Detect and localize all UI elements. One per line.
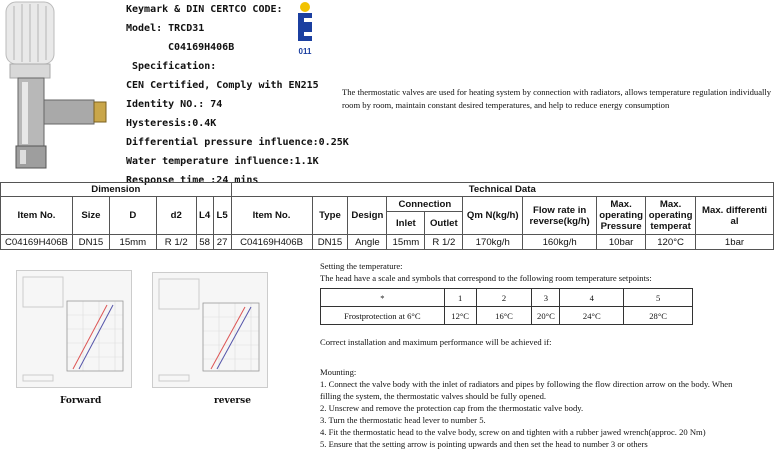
mounting-step: 3. Turn the thermostatic head lever to number 5. xyxy=(320,415,486,425)
header-d2: d2 xyxy=(156,197,196,235)
mounting-step: 4. Fit the thermostatic head to the valve body, screw on and tighten with a rubber jawed wrench(approc. 20 Nm) xyxy=(320,427,706,437)
cell-design: Angle xyxy=(348,235,387,250)
setpoint-value: 28°C xyxy=(624,307,693,325)
header-type: Type xyxy=(312,197,348,235)
header-qm: Qm N(kg/h) xyxy=(463,197,523,235)
cell-outlet: R 1/2 xyxy=(425,235,463,250)
setpoint-value: 16°C xyxy=(476,307,532,325)
reverse-graph xyxy=(152,272,268,388)
cell-inlet: 15mm xyxy=(387,235,425,250)
header-d: D xyxy=(109,197,156,235)
header-max-diff: Max. differenti al xyxy=(696,197,774,235)
setpoint-header: 2 xyxy=(476,289,532,307)
keymark-logo xyxy=(294,2,316,54)
cell-flow: 160kg/h xyxy=(523,235,597,250)
group-dimension: Dimension xyxy=(1,183,232,197)
spec-line: Hysteresis:0.4K xyxy=(126,118,217,129)
intro-text: The thermostatic valves are used for heating system by connection with radiators, allows temperature regulation individually room by room, maintain constant desired temperatures, and help to reduce energy consumption xyxy=(342,87,772,110)
cell-type: DN15 xyxy=(312,235,348,250)
valve-photo xyxy=(0,0,120,176)
header-max-temp: Max. operating temperat xyxy=(646,197,696,235)
installation-note: Correct installation and maximum performance will be achieved if: xyxy=(320,337,552,347)
cell-item-no: C04169H406B xyxy=(1,235,73,250)
mounting-step: 5. Ensure that the setting arrow is pointing upwards and then set the head to number 3 or others xyxy=(320,439,648,449)
cell-d2: R 1/2 xyxy=(156,235,196,250)
setpoint-value: Frostprotection at 6°C xyxy=(321,307,445,325)
setpoint-value: 24°C xyxy=(560,307,624,325)
cell-max-diff: 1bar xyxy=(696,235,774,250)
setpoint-header: 1 xyxy=(444,289,476,307)
keymark-icon xyxy=(294,2,316,42)
table-row xyxy=(1,235,774,250)
table-row xyxy=(321,307,693,325)
technical-table xyxy=(0,182,774,250)
spec-line: Response time :24 mins xyxy=(126,175,259,186)
reverse-label: reverse xyxy=(214,396,251,406)
cell-max-pressure: 10bar xyxy=(597,235,646,250)
setting-desc: The head have a scale and symbols that correspond to the following room temperature setpoints: xyxy=(320,273,652,283)
spec-line: C04169H406B xyxy=(168,42,235,53)
header-outlet: Outlet xyxy=(425,212,463,235)
header-inlet: Inlet xyxy=(387,212,425,235)
setpoint-value: 20°C xyxy=(532,307,560,325)
table-row xyxy=(321,289,693,307)
setting-title: Setting the temperature: xyxy=(320,261,403,271)
header-size: Size xyxy=(72,197,109,235)
setpoint-header: 5 xyxy=(624,289,693,307)
mounting-step: 2. Unscrew and remove the protection cap from the thermostatic valve body. xyxy=(320,403,584,413)
cell-max-temp: 120°C xyxy=(646,235,696,250)
spec-line: Keymark & DIN CERTCO CODE: xyxy=(126,4,283,15)
cell-l5: 27 xyxy=(213,235,231,250)
header-l5: L5 xyxy=(213,197,231,235)
forward-graph xyxy=(16,270,132,388)
setpoint-table xyxy=(320,288,693,325)
header-design: Design xyxy=(348,197,387,235)
cell-l4: 58 xyxy=(196,235,213,250)
header-l4: L4 xyxy=(196,197,213,235)
header-item-no-2: Item No. xyxy=(231,197,312,235)
header-flow-rate: Flow rate in reverse(kg/h) xyxy=(523,197,597,235)
cell-qm: 170kg/h xyxy=(463,235,523,250)
spec-line: Specification: xyxy=(132,61,217,72)
cell-item-no-2: C04169H406B xyxy=(231,235,312,250)
group-connection: Connection xyxy=(387,197,463,212)
spec-line: Differential pressure influence:0.25K xyxy=(126,137,349,148)
mounting-step: 1. Connect the valve body with the inlet of radiators and pipes by following the flow direction arrow on the body. When xyxy=(320,379,733,389)
spec-line: CEN Certified, Comply with EN215 xyxy=(126,80,319,91)
forward-label: Forward xyxy=(60,396,102,406)
spec-line: Model: TRCD31 xyxy=(126,23,205,34)
logo-code: 011 xyxy=(298,47,312,56)
mounting-step: filling the system, the thermostatic valves should be fully opened. xyxy=(320,391,547,401)
header-max-pressure: Max. operating Pressure xyxy=(597,197,646,235)
mounting-title: Mounting: xyxy=(320,367,357,377)
group-technical: Technical Data xyxy=(231,183,773,197)
spec-line: Identity NO.: 74 xyxy=(126,99,223,110)
setpoint-header: * xyxy=(321,289,445,307)
cell-d: 15mm xyxy=(109,235,156,250)
setpoint-header: 4 xyxy=(560,289,624,307)
header-item-no: Item No. xyxy=(1,197,73,235)
cell-size: DN15 xyxy=(72,235,109,250)
spec-line: Water temperature influence:1.1K xyxy=(126,156,319,167)
setpoint-header: 3 xyxy=(532,289,560,307)
setpoint-value: 12°C xyxy=(444,307,476,325)
